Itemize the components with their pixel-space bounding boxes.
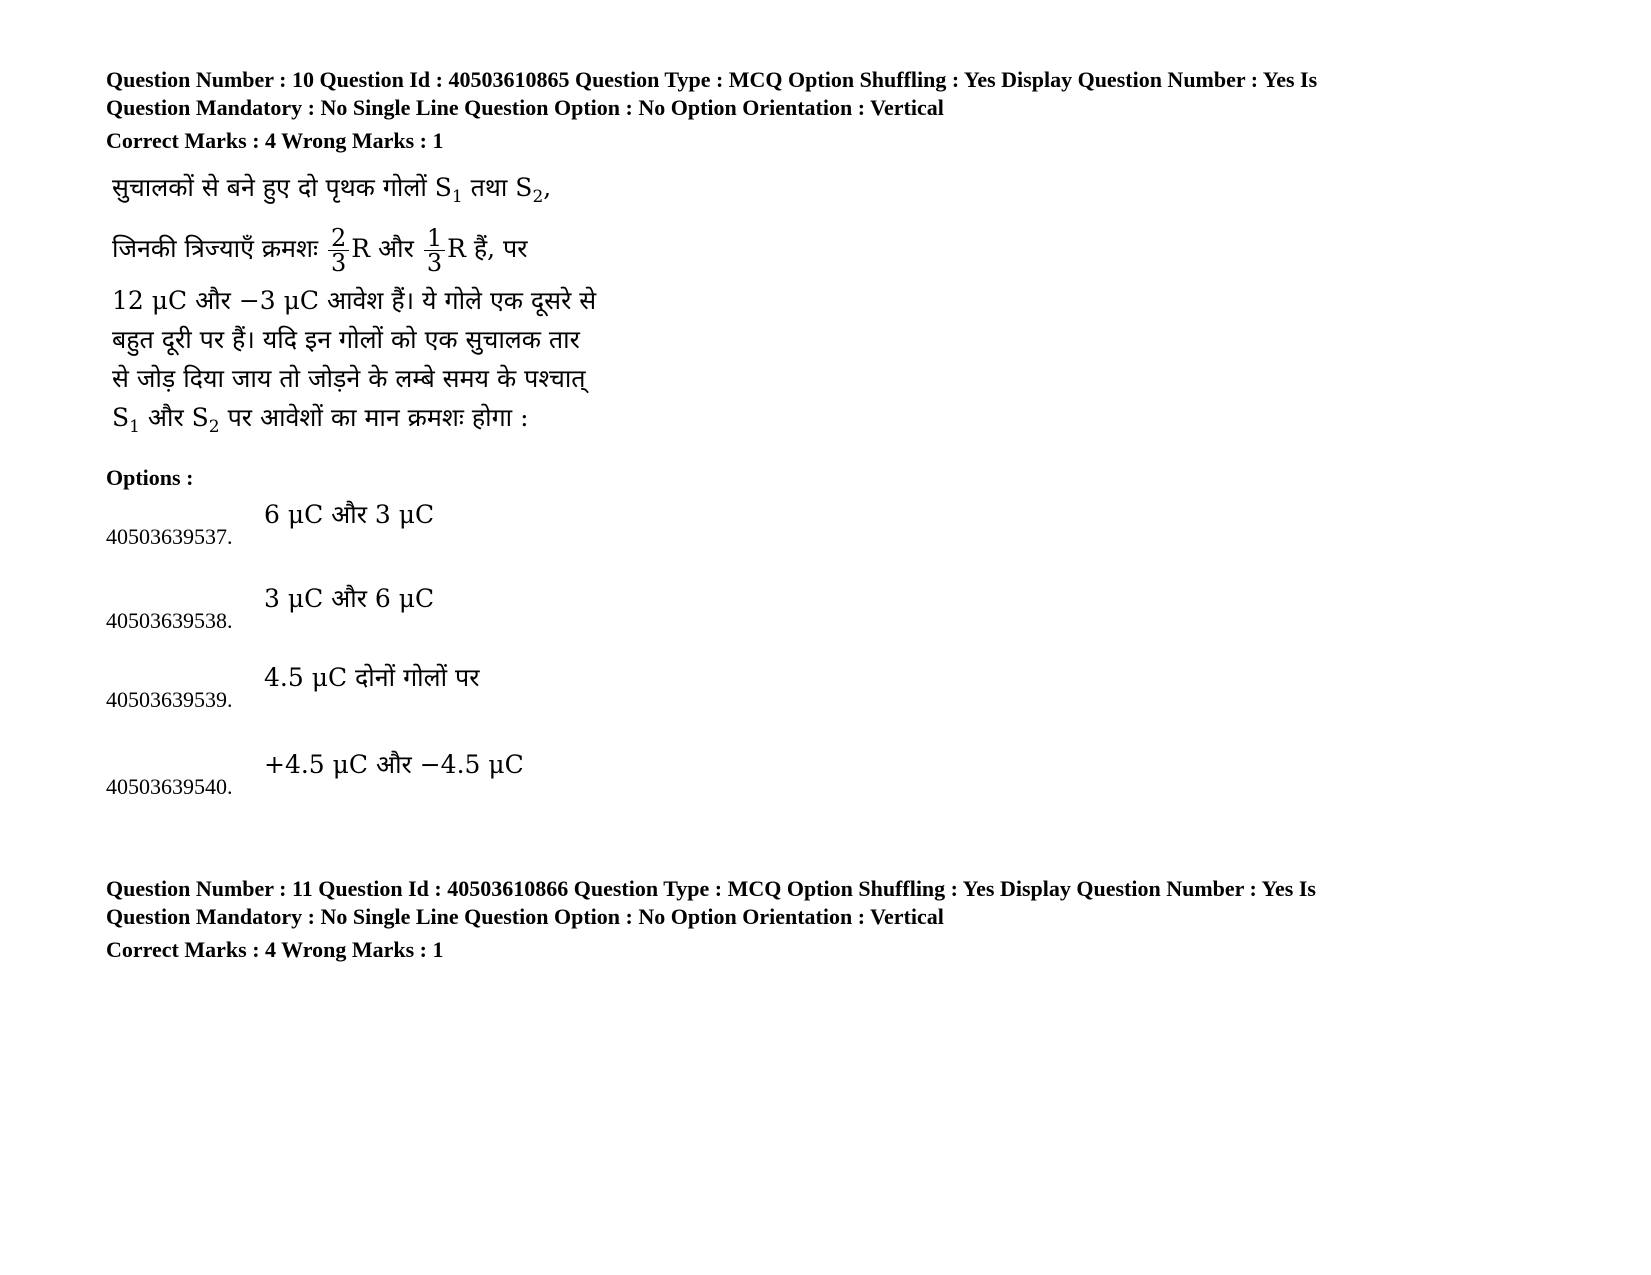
option-text: +4.5 μC और −4.5 μC xyxy=(264,750,524,779)
option-text: 4.5 μC दोनों गोलों पर xyxy=(264,663,480,692)
fraction-one-third xyxy=(424,226,445,275)
text-segment: , xyxy=(543,173,552,202)
subscript: 2 xyxy=(208,417,220,437)
subscript: 1 xyxy=(451,187,463,207)
question-text-line-5: से जोड़ दिया जाय तो जोड़ने के लम्बे समय के पश्चात् xyxy=(112,364,586,393)
option-3[interactable] xyxy=(106,663,806,713)
question-11-marks: Correct Marks : 4 Wrong Marks : 1 xyxy=(106,937,444,962)
option-text: 3 μC और 6 μC xyxy=(264,584,435,613)
question-10-meta-line-1: Question Number : 10 Question Id : 40503610865 Question Type : MCQ Option Shuffling : Yes Display Question Number : Yes Is xyxy=(106,67,1318,92)
subscript: 2 xyxy=(532,187,544,207)
text-segment: और S xyxy=(139,403,209,432)
text-segment: सुचालकों से बने हुए दो पृथक गोलों S xyxy=(112,173,452,202)
option-id: 40503639538. xyxy=(106,608,233,633)
question-text-line-3: 12 μC और −3 μC आवेश हैं। ये गोले एक दूसरे से xyxy=(112,286,597,315)
option-id: 40503639540. xyxy=(106,774,233,799)
fraction-denominator: 3 xyxy=(426,249,443,277)
question-10-meta xyxy=(106,66,1566,122)
question-11-meta-line-1: Question Number : 11 Question Id : 40503610866 Question Type : MCQ Option Shuffling : Yes Display Question Number : Yes Is xyxy=(106,876,1316,901)
fraction-numerator: 2 xyxy=(328,226,349,251)
question-11-meta xyxy=(106,875,1566,931)
question-10-meta-line-2: Question Mandatory : No Single Line Question Option : No Option Orientation : Vertical xyxy=(106,95,944,120)
text-segment: S xyxy=(112,403,130,432)
question-10-text xyxy=(112,168,612,447)
fraction-numerator: 1 xyxy=(424,226,445,251)
option-text: 6 μC और 3 μC xyxy=(264,500,435,529)
fraction-two-thirds xyxy=(328,226,349,275)
question-text-line-1 xyxy=(112,168,612,217)
fraction-denominator: 3 xyxy=(331,249,347,277)
subscript: 1 xyxy=(129,417,140,437)
question-text-line-6 xyxy=(112,398,612,447)
option-2[interactable] xyxy=(106,584,806,634)
option-id: 40503639537. xyxy=(106,524,233,549)
options-label: Options : xyxy=(106,465,194,490)
question-text-line-4: बहुत दूरी पर हैं। यदि इन गोलों को एक सुचालक तार xyxy=(112,325,580,354)
option-id: 40503639539. xyxy=(106,687,233,712)
option-1[interactable] xyxy=(106,500,806,550)
question-11-meta-line-2: Question Mandatory : No Single Line Question Option : No Option Orientation : Vertical xyxy=(106,904,944,929)
text-segment: R और xyxy=(351,234,414,263)
option-4[interactable] xyxy=(106,750,806,800)
text-segment: तथा S xyxy=(462,173,533,202)
text-segment: जिनकी त्रिज्याएँ क्रमशः xyxy=(112,234,319,263)
question-10-marks: Correct Marks : 4 Wrong Marks : 1 xyxy=(106,128,444,153)
text-segment: R हैं, पर xyxy=(447,234,528,263)
question-text-line-2 xyxy=(112,217,612,281)
text-segment: पर आवेशों का मान क्रमशः होगा : xyxy=(219,403,529,432)
